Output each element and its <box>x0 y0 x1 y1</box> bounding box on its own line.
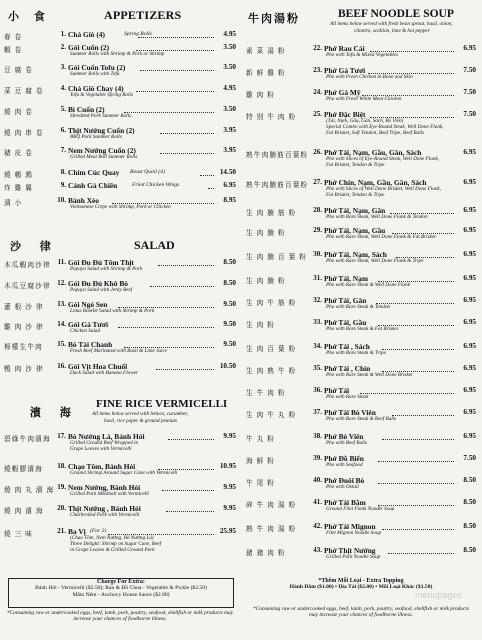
item-price: 3.95 <box>223 146 236 154</box>
item-price: 8.50 <box>223 279 236 287</box>
item-chinese-name: 燒 三 味 <box>4 531 34 538</box>
soup-title: BEEF NOODLE SOUP <box>338 8 454 20</box>
item-description: Fat Brisket, Soft Tendon, Beef Tripe, Beef Balls <box>326 130 425 136</box>
item-description: Filet Mignon Noodle Soup <box>326 530 382 536</box>
item-description: Grilled Pork Noodle Soup <box>326 554 381 560</box>
item-subtitle: Roast Quail (4) <box>130 168 165 175</box>
item-description: Fat Brisket, Tendon & Tripe <box>326 162 385 168</box>
item-number: 18. <box>57 462 66 470</box>
item-name: Phở Rau Cải <box>324 44 365 53</box>
item-price: 9.50 <box>223 340 236 348</box>
item-name: Phở Tái <box>324 386 350 395</box>
item-price: 6.95 <box>463 342 476 350</box>
item-description: Papaya Salad with Shrimp & Pork <box>70 266 143 272</box>
item-number: 37. <box>313 408 322 416</box>
item-number: 3. <box>60 63 66 71</box>
item-number: 34. <box>313 342 322 350</box>
item-number: 40. <box>313 476 322 484</box>
item-chinese-name: 生 肉 熟 牛 粉 <box>246 368 297 375</box>
salad-section <box>0 236 240 252</box>
item-chinese-name: 燒 肉 卷 <box>4 109 34 116</box>
item-description: Pho with Rare Steak & Tripe <box>326 350 386 356</box>
item-price: 8.50 <box>463 498 476 506</box>
item-name: Bò Tái Chanh <box>68 340 113 349</box>
item-price: 6.95 <box>463 226 476 234</box>
item-number: 22. <box>313 44 322 52</box>
price-leader-dots <box>158 265 214 266</box>
item-chinese-name: 燒蝦膠濱海 <box>4 466 43 473</box>
right-foodborne-note: *Consuming raw or undercooked eggs, beef, lamb, pork, poultry, seafood, shellfish or milk products may increase your chances of foodborne illness. <box>253 606 469 619</box>
item-description: in Grape Leaves & Grilled Ground Pork <box>70 547 155 553</box>
item-price: 14.50 <box>219 168 236 176</box>
item-description: Pho with Rare Steak <box>326 394 369 400</box>
item-description: Fat Brisket, Tendon & Tripe <box>326 192 385 198</box>
item-name: Ba Vị <box>68 527 86 536</box>
item-name: Phở Gà Tươi <box>324 66 366 75</box>
soup-note-2: cilantro, scallion, lime & hot pepper <box>354 28 430 34</box>
item-description: Grilled Meat Ball Summer Rolls <box>70 154 138 160</box>
item-name: Chạo Tôm, Bánh Hỏi <box>68 462 136 471</box>
item-number: 21. <box>57 527 66 535</box>
item-description: Pho with Slices of Well Done Brisket, Well Done Flank, <box>326 186 442 192</box>
item-number: 13. <box>57 300 66 308</box>
item-price: 6.95 <box>223 181 236 189</box>
item-chinese-name: 豆 腐 卷 <box>4 67 34 74</box>
item-description: Grilled Ground Beef Wrapped in <box>70 440 139 446</box>
item-description: Pho with Beef Balls <box>326 440 368 446</box>
item-description: Pho with Fresh Chicken in Bone and Skin <box>326 74 413 80</box>
price-leader-dots <box>378 483 454 484</box>
item-description: Summer Rolls with Tofu <box>70 71 120 77</box>
item-description: BBQ Pork Summer Rolls <box>70 134 122 140</box>
appetizers-heading <box>0 8 240 22</box>
item-number: 9. <box>60 181 66 189</box>
item-number: 10. <box>57 196 66 204</box>
item-chinese-name: 蝦 卷 <box>4 47 23 54</box>
item-chinese-name: 生 肉 粉 <box>246 322 276 329</box>
charge-extra-line-2: Mắm Nêm - Anchovy House Sauce ($2.00) <box>72 592 170 598</box>
item-number: 30. <box>313 250 322 258</box>
charge-extra-title: Charge For Extra: <box>97 579 145 585</box>
item-description: (Tái, Nạm, Gầu, Gân, Sách, Bò Viên) <box>326 118 404 124</box>
item-description: Pho with Fresh White Meat Chicken <box>326 96 402 102</box>
item-name: Chả Giò Chay (4) <box>68 84 124 93</box>
item-number: 14. <box>57 320 66 328</box>
item-chinese-name: 燒 肉 濱 海 <box>4 508 44 515</box>
vermicelli-section <box>0 396 240 430</box>
item-description: Tofu & Vegetable Spring Rolls <box>70 92 133 98</box>
extra-topping-line: Hành Dầm ($1.00) • Dìa Tái ($2.00) • Mỗi Loại Khác ($1.50) <box>289 584 433 590</box>
item-name: Gỏi Gà Tươi <box>68 320 109 329</box>
item-price: 8.95 <box>223 196 236 204</box>
item-chinese-name: 牛 丸 粉 <box>246 436 276 443</box>
item-price: 7.50 <box>463 110 476 118</box>
soup-cn-title: 牛肉湯粉 <box>248 13 300 25</box>
item-chinese-name: 菜 豆 腐 卷 <box>4 88 44 95</box>
left-foodborne-note: *Consuming raw or undercooked eggs, beef, lamb, pork, poultry, seafood, shellfish or milk products may increase your chances of foodborne illness. <box>6 610 234 623</box>
item-chinese-name: 木瓜豆腐沙律 <box>4 283 51 290</box>
item-price: 3.50 <box>223 63 236 71</box>
item-price: 6.95 <box>463 44 476 52</box>
item-price: 6.95 <box>463 364 476 372</box>
item-number: 15. <box>57 340 66 348</box>
extra-topping <box>250 578 472 590</box>
item-name: Phở Tái Bò Viên <box>324 408 376 417</box>
item-name: Phở Đuôi Bò <box>324 476 365 485</box>
item-chinese-name: 海 鮮 粉 <box>246 458 276 465</box>
item-number: 1. <box>60 30 66 38</box>
item-price: 8.50 <box>463 476 476 484</box>
item-chinese-name: 燒 肉 丸 濱 海 <box>4 487 55 494</box>
item-name: Phở Tái, Nạm, Sách <box>324 250 387 259</box>
item-number: 16. <box>57 362 66 370</box>
item-price: 7.50 <box>463 88 476 96</box>
item-chinese-name: 炸 雞 翼 <box>4 185 34 192</box>
item-name: Thịt Nướng , Bánh Hỏi <box>68 504 141 513</box>
item-price: 10.50 <box>219 362 236 370</box>
item-price: 3.95 <box>223 126 236 134</box>
item-number: 36. <box>313 386 322 394</box>
item-number: 2. <box>60 43 66 51</box>
item-price: 8.50 <box>463 546 476 554</box>
salad-cn-title: 沙 律 <box>10 241 59 253</box>
charge-extra-box <box>8 578 234 608</box>
item-chinese-name: 生 肉 腩 粉 <box>246 230 286 237</box>
price-leader-dots <box>382 349 454 350</box>
item-name: Gỏi Cuốn Tofu (2) <box>68 63 126 72</box>
item-chinese-name: 熟牛肉腩筋百葉粉 <box>246 182 309 189</box>
item-description: Grape Leaves with Vermicelli <box>70 446 132 452</box>
watermark-logo: menupages <box>414 590 462 600</box>
left-column <box>0 0 240 640</box>
item-name: Bò Nướng Lá, Bánh Hỏi <box>68 432 145 441</box>
item-price: 6.95 <box>463 296 476 304</box>
price-leader-dots <box>166 511 214 512</box>
item-name: Phở Tái Bằm <box>324 498 366 507</box>
item-number: 23. <box>313 66 322 74</box>
price-leader-dots <box>138 37 214 38</box>
item-name: Phở Tái, Nạm, Gầu <box>324 226 386 235</box>
item-name: Phở Chín, Nạm, Gầu, Gân, Sách <box>324 178 427 187</box>
item-chinese-name: 素 菜 湯 粉 <box>246 48 286 55</box>
item-description: Pho with Rare Steak & Well Done Brisket <box>326 372 413 378</box>
item-chinese-name: 特 別 牛 肉 粉 <box>246 114 297 121</box>
item-price: 7.50 <box>463 66 476 74</box>
item-chinese-name: 新 鮮 雞 粉 <box>246 70 286 77</box>
item-description: Shredded Pork Summer Rolls <box>70 113 132 119</box>
item-name: Gỏi Vịt Hoa Chuối <box>68 362 128 371</box>
vermicelli-note-1: All items below served with lettuce, cucumber, <box>92 411 188 417</box>
item-price: 9.95 <box>223 504 236 512</box>
item-chinese-name: 生 肉 牛 丸 粉 <box>246 412 297 419</box>
item-description: Pho with Rare Steak, Well Done Flank & Tripe <box>326 258 424 264</box>
price-leader-dots <box>160 133 214 134</box>
item-name: Phở Tái , Sách <box>324 342 370 351</box>
item-chinese-name: 生 牛 肉 粉 <box>246 390 286 397</box>
item-number: 42. <box>313 522 322 530</box>
item-price: 9.95 <box>223 483 236 491</box>
item-description: Pho with Rare Steak & Well Done Flank <box>326 282 410 288</box>
vermicelli-note-2: basil, rice paper & ground peanuts <box>104 418 178 424</box>
item-chinese-name: 潰 小 <box>4 200 23 207</box>
item-chinese-name: 蓮 根 沙 律 <box>4 304 44 311</box>
item-chinese-name: 生 肉 腩 粉 <box>246 278 286 285</box>
item-name: Phở Tái, Nạm, Gân <box>324 206 386 215</box>
item-chinese-name: 燒 鵪 鶉 <box>4 172 34 179</box>
price-leader-dots <box>136 91 214 92</box>
price-leader-dots <box>388 553 454 554</box>
item-description: Special Combo with Eye-Round Steak, Well Done Flank, <box>326 124 444 130</box>
item-number: 8. <box>60 168 66 176</box>
item-name: Cánh Gà Chiên <box>68 181 118 190</box>
item-name: Phở Đồ Biển <box>324 454 364 463</box>
item-chinese-name: 牛 尾 粉 <box>246 480 276 487</box>
item-name: Phở Thịt Nướng <box>324 546 376 555</box>
item-number: 4. <box>60 84 66 92</box>
vermicelli-title: FINE RICE VERMICELLI <box>96 398 228 410</box>
item-description: Lotus Rootlet Salad with Shrimp & Pork <box>70 308 155 314</box>
item-name: Bánh Xèo <box>68 196 100 205</box>
item-chinese-name: 熟 牛 肉 湯 粉 <box>246 526 297 533</box>
item-description: Pho with Seafood <box>326 462 363 468</box>
item-name: Bì Cuốn (2) <box>68 105 105 114</box>
item-description: Grilled Pork Meatball with Vermicelli <box>70 491 149 497</box>
item-chinese-name: 雞 肉 沙 律 <box>4 324 44 331</box>
item-price: 6.95 <box>463 274 476 282</box>
item-number: 31. <box>313 274 322 282</box>
item-number: 29. <box>313 226 322 234</box>
item-price: 6.95 <box>463 206 476 214</box>
item-number: 5. <box>60 105 66 113</box>
item-chinese-name: 生 肉 腩 百 葉 粉 <box>246 254 308 261</box>
item-chinese-name: 豬 豬 肉 粉 <box>246 550 286 557</box>
item-price: 3.50 <box>223 105 236 113</box>
item-name: Phở Tái Mignon <box>324 522 376 531</box>
price-leader-dots <box>360 393 454 394</box>
price-leader-dots <box>392 415 454 416</box>
item-description: Ground Shrimp Around Sugar Cane with Vermicelli <box>70 470 178 476</box>
item-description: Charbroiled Pork with Vermicelli <box>70 512 140 518</box>
soup-section <box>242 8 480 36</box>
item-price: 9.95 <box>223 432 236 440</box>
item-subtitle: Spring Rolls <box>124 30 152 37</box>
vermicelli-cn-title: 濱 海 <box>30 407 79 419</box>
price-leader-dots <box>168 439 214 440</box>
item-chinese-name: 春 卷 <box>4 34 23 41</box>
item-chinese-name: 生 肉 腩 筋 粉 <box>246 210 297 217</box>
item-number: 7. <box>60 146 66 154</box>
item-price: 6.95 <box>463 432 476 440</box>
item-price: 6.95 <box>463 148 476 156</box>
item-price: 10.95 <box>219 462 236 470</box>
item-description: Duck Salad with Banana Flower <box>70 370 139 376</box>
item-price: 6.95 <box>463 408 476 416</box>
price-leader-dots <box>160 153 214 154</box>
salad-title: SALAD <box>134 238 175 252</box>
item-subtitle: (For 2) <box>90 527 107 534</box>
item-name: Phở Tái, Nạm <box>324 274 368 283</box>
item-name: Gỏi Cuốn (2) <box>68 43 110 52</box>
item-chinese-name: 碎 牛 肉 湯 粉 <box>246 502 297 509</box>
item-description: Papaya Salad with Jerky Beef <box>70 287 133 293</box>
item-chinese-name: 生 肉 牛 筋 粉 <box>246 300 297 307</box>
item-description: Chicken Salad <box>70 328 101 334</box>
item-price: 6.95 <box>463 386 476 394</box>
item-chinese-name: 燒 肉 串 卷 <box>4 130 44 137</box>
item-description: Pho with Rare Steak, Well Done Flank & Fat Brisket <box>326 234 436 240</box>
item-description: Pho with Rare Steak & Beef Balls <box>326 416 397 422</box>
item-number: 41. <box>313 498 322 506</box>
price-leader-dots <box>140 70 214 71</box>
right-column <box>242 0 480 640</box>
extra-topping-title: *Thêm Mỗi Loại - Extra Topping <box>318 578 404 584</box>
soup-note-1: All items below served with fresh bean sprout, basil, onion, <box>330 21 453 27</box>
item-description: Pho with Rare Steak & Tendon <box>326 304 391 310</box>
price-leader-dots <box>382 529 454 530</box>
item-price: 8.50 <box>223 258 236 266</box>
item-number: 38. <box>313 432 322 440</box>
item-name: Phở Tái, Nạm, Gầu, Gân, Sách <box>324 148 422 157</box>
item-price: 4.95 <box>223 30 236 38</box>
item-chinese-name: 熟牛肉腩筋百葉粉 <box>246 152 309 159</box>
item-name: Gỏi Đu Đủ Tôm Thịt <box>68 258 134 267</box>
item-description: Summer Rolls with Shrimp & Pork or Shrimp <box>70 51 165 57</box>
item-number: 12. <box>57 279 66 287</box>
item-chinese-name: 檸檬生牛肉 <box>4 344 43 351</box>
item-number: 24. <box>313 88 322 96</box>
item-chinese-name: 生 肉 百 葉 粉 <box>246 346 297 353</box>
price-leader-dots <box>156 369 214 370</box>
item-description: Pho with Slices of Eye-Round Steak, Well Done Flank, <box>326 156 440 162</box>
item-name: Phở Tái , Chín <box>324 364 371 373</box>
item-name: Chả Giò (4) <box>68 30 105 39</box>
item-price: 6.95 <box>463 318 476 326</box>
item-chinese-name: 鴨 肉 沙 律 <box>4 366 44 373</box>
item-price: 6.95 <box>463 250 476 258</box>
item-name: Phở Tái, Gầu <box>324 318 367 327</box>
item-chinese-name: 木瓜蝦肉沙律 <box>4 262 51 269</box>
item-number: 35. <box>313 364 322 372</box>
item-name: Phở Gà Mỹ <box>324 88 361 97</box>
item-number: 28. <box>313 206 322 214</box>
item-name: Chim Cúc Quay <box>68 168 120 177</box>
item-price: 9.50 <box>223 300 236 308</box>
item-subtitle: Fried Chicken Wings <box>132 181 180 188</box>
item-price: 7.50 <box>463 454 476 462</box>
item-description: (Chạo Tôm, Nem Nướng, Bò Nướng Lá) <box>70 535 154 541</box>
item-price: 25.95 <box>219 527 236 535</box>
item-price: 8.50 <box>463 522 476 530</box>
item-name: Phở Bò Viên <box>324 432 364 441</box>
price-leader-dots <box>382 439 454 440</box>
item-description: Pho with Rare Steak & Fat Brisket <box>326 326 399 332</box>
item-price: 6.95 <box>463 178 476 186</box>
item-number: 43. <box>313 546 322 554</box>
item-name: Gỏi Ngó Sen <box>68 300 108 309</box>
item-chinese-name: 雞 肉 粉 <box>246 92 276 99</box>
item-description: Pho with Rare Steak, Well Done Flank & Tendon <box>326 214 428 220</box>
price-leader-dots <box>162 490 214 491</box>
item-number: 39. <box>313 454 322 462</box>
item-price: 3.50 <box>223 43 236 51</box>
item-number: 26. <box>313 148 322 156</box>
charge-extra-line-1: Bánh Hỏi - Vermicelli ($2.50); Rau & Đồ Chua - Vegetable & Pickle ($2.50) <box>35 585 207 591</box>
item-number: 6. <box>60 126 66 134</box>
price-leader-dots <box>150 286 214 287</box>
item-name: Nem Nướng, Bánh Hỏi <box>68 483 141 492</box>
item-name: Phở Tái, Gân <box>324 296 367 305</box>
item-number: 27. <box>313 178 322 186</box>
item-description: Pho with Tofu & Mixed Vegetables <box>326 52 398 58</box>
item-name: Gỏi Đu Đủ Khô Bò <box>68 279 128 288</box>
appetizers-cn-title: 小 食 <box>8 11 51 23</box>
item-number: 17. <box>57 432 66 440</box>
item-number: 19. <box>57 483 66 491</box>
item-description: Ground Filet Flank Noodle Soup <box>326 506 395 512</box>
item-number: 20. <box>57 504 66 512</box>
appetizers-title: APPETIZERS <box>104 8 182 22</box>
price-leader-dots <box>118 327 214 328</box>
price-leader-dots <box>378 461 454 462</box>
item-chinese-name: 碧綠牛肉濱海 <box>4 436 51 443</box>
item-price: 4.95 <box>223 84 236 92</box>
item-number: 11. <box>57 258 66 266</box>
item-number: 32. <box>313 296 322 304</box>
item-description: Vietnamese Crepe with Shrimp, Pork or Chicken <box>70 204 171 210</box>
item-description: Fresh Beef Marinated with Basil & Lime Juice <box>70 348 168 354</box>
item-price: 9.50 <box>223 320 236 328</box>
item-description: Three Delight: Shrimp on Sugar Cane, Beef <box>70 541 162 547</box>
item-number: 33. <box>313 318 322 326</box>
item-name: Nem Nướng Cuốn (2) <box>68 146 136 155</box>
item-number: 25. <box>313 110 322 118</box>
item-description: Pho with Oxtail <box>326 484 359 490</box>
item-name: Phở Đặc Biệt <box>324 110 366 119</box>
item-name: Thịt Nướng Cuốn (2) <box>68 126 135 135</box>
price-leader-dots <box>124 112 214 113</box>
item-chinese-name: 豬 皮 卷 <box>4 150 34 157</box>
